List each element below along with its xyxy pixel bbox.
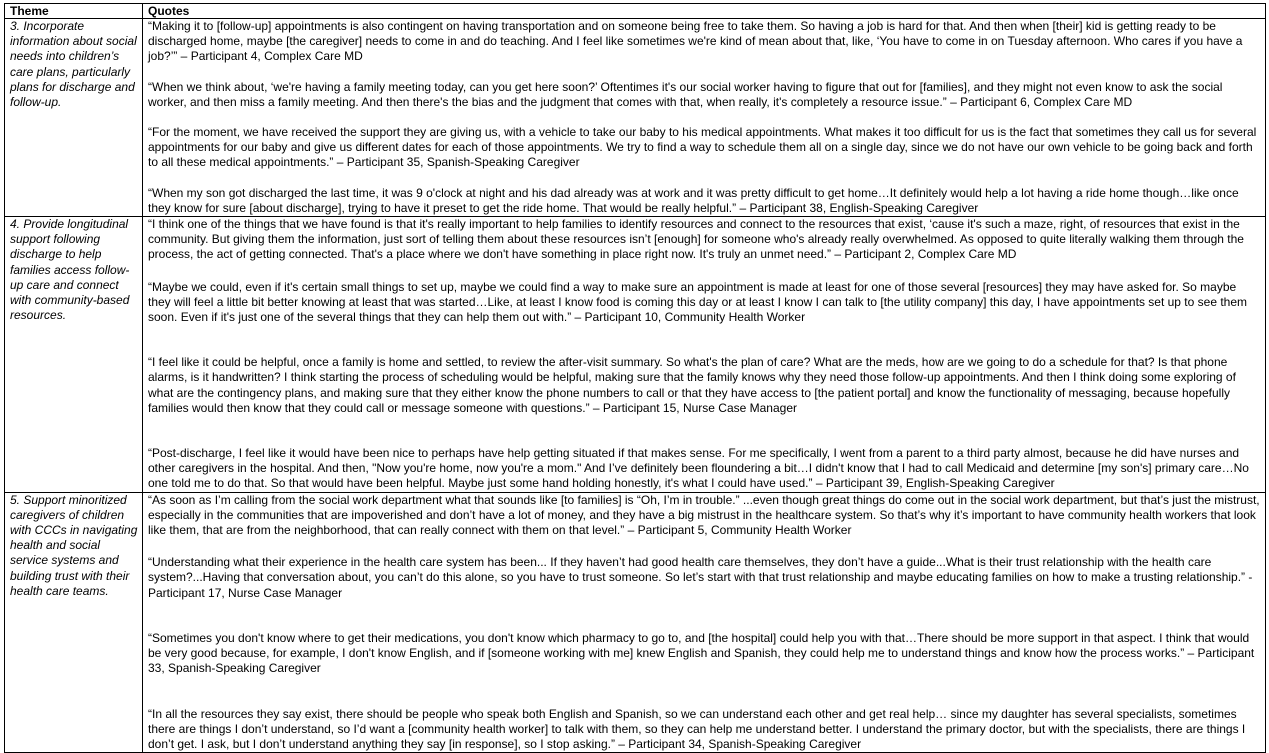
quotes-cell [143, 492, 1266, 752]
theme-cell: 5. Support minoritized caregivers of children with CCCs in navigating health and social service systems and building trust with their health care teams. [5, 492, 143, 752]
quote: “Sometimes you don't know where to get their medications, you don't know which pharmacy to go to, and [the hospital] could help you with that…There should be more support in that aspect. I think that would be very good because, for example, I don't know English, and if [someone working with me] knew English and Spanish, they could help me to understand things and know how the process works.” – Participant 33, Spanish-Speaking Caregiver [148, 630, 1255, 676]
theme-cell: 3. Incorporate information about social needs into children’s care plans, particularly plans for discharge and follow-up. [5, 19, 143, 217]
column-header-quotes: Quotes [143, 4, 1266, 19]
quote: “I feel like it could be helpful, once a family is home and settled, to review the after-visit summary. So what's the plan of care? What are the meds, how are we going to do a schedule for that? Is that phone alarms, is it handwritten? I think starting the process of scheduling would be helpful, making sure that the family knows why they need those follow-up appointments. And then I think doing some exploring of what are the contingency plans, and making sure that they either know the phone numbers to call or that they have access to [the patient portal] and know the functionality of messaging, because hopefully families would then know that they could call or message someone with questions.” – Participant 15, Nurse Case Manager [148, 355, 1236, 415]
quote: “Maybe we could, even if it's certain small things to set up, maybe we could find a way to make sure an appointment is made at least for one of those several [resources] they may have asked for. So maybe they will feel a little bit better knowing at least that was started…Like, at least I know food is coming this day or at least I know I can talk to [the utility company] this day, I have appointments set up to see them soon. Even if it's just one of the several things that they can help them out with.” – Participant 10, Community Health Worker [148, 279, 1248, 325]
quote: “Making it to [follow-up] appointments is also contingent on having transportation and on someone being free to take them. So having a job is hard for that. And then when [their] kid is getting ready to be discharged home, maybe [the caregiver] needs to come in and do teaching. And I feel like sometimes we're kind of mean about that, like, ‘You have to come in on Tuesday afternoon. Who cares if you have a job?’” – Participant 4, Complex Care MD [148, 19, 1243, 64]
table-row [5, 217, 1266, 493]
quote: “For the moment, we have received the support they are giving us, with a vehicle to take our baby to his medical appointments. What makes it too difficult for us is the fact that sometimes they call us for several appointments for our baby and give us different dates for each of those appointments. We try to find a way to schedule them all on a single day, since we do not have our own vehicle to be going back and forth to all these medical appointments.” – Participant 35, Spanish-Speaking Caregiver [148, 125, 1257, 170]
quote: “I think one of the things that we have found is that it's really important to help families to identify resources and connect to the resources that exist, ‘cause it's such a maze, right, of resources that exist in the community. But giving them the information, just sort of telling them about these resources isn’t [enough] for someone who's already really overwhelmed. As opposed to quite literally walking them through the process, the act of getting connected. That's a place where we don't have something in place right now. It's truly an unmet need.” – Participant 2, Complex Care MD [148, 217, 1244, 262]
themes-quotes-table [4, 3, 1266, 753]
quote: “In all the resources they say exist, there should be people who speak both English and Spanish, so we can understand each other and get real help… since my daughter has several specialists, sometimes there are things I don’t understand, so I’d want a [community health worker] to talk with them, so they can help me understand better. I understand the primary doctor, but with the specialists, there are things I don’t get. I ask, but I don’t understand anything they say [in response], so I stop asking.” – Participant 34, Spanish-Speaking Caregiver [148, 706, 1246, 751]
table-row [5, 492, 1266, 752]
quotes-cell [143, 19, 1266, 217]
theme-cell: 4. Provide longitudinal support following discharge to help families access follow-up care and connect with community-based resources. [5, 217, 143, 493]
quote: “Post-discharge, I feel like it would have been nice to perhaps have help getting situated if that makes sense. For me specifically, I went from a parent to a third party almost, because he did have nurses and other caregivers in the hospital. And then, "Now you're home, now you're a mom." And I’ve definitely been floundering a bit…I didn't know that I had to call Medicaid and determine [my son's] primary care…No one told me to do that. So that would have been helpful. Maybe just some hand holding honestly, it's what I could have used.” – Participant 39, English-Speaking Caregiver [148, 446, 1249, 491]
quote: “When my son got discharged the last time, it was 9 o'clock at night and his dad already was at work and it was pretty difficult to get home…It definitely would help a lot having a ride home though…like once they know for sure [about discharge], trying to have it preset to get the ride home. That would be really helpful.” – Participant 38, English-Speaking Caregiver [148, 185, 1239, 215]
column-header-theme: Theme [5, 4, 143, 19]
quotes-cell [143, 217, 1266, 493]
quote: “Understanding what their experience in the health care system has been... If they haven’t had good health care themselves, they don’t have a guide...What is their trust relationship with the health care system?...Having that conversation about, you can’t do this alone, so you have to trust someone. So let’s start with that trust relationship and maybe educating families on how to make a trusting relationship.” - Participant 17, Nurse Case Manager [148, 555, 1253, 600]
table-row [5, 19, 1266, 217]
header-row [5, 4, 1266, 19]
quote: “When we think about, ‘we're having a family meeting today, can you get here soon?’ Oftentimes it's our social worker having to figure that out for [families], and they might not even know to ask the social worker, and then miss a family meeting. And then there's the bias and the judgment that comes with that, when really, it's completely a resource issue.” – Participant 6, Complex Care MD [148, 79, 1223, 109]
quote: “As soon as I’m calling from the social work department what that sounds like [to families] is “Oh, I’m in trouble.” ...even though great things do come out in the social work department, but that’s just the mistrust, especially in the communities that are impoverished and don’t have a lot of money, and they have a big mistrust in the healthcare system. So that’s why it’s important to have community health workers that look like them, that are from the neighborhood, that can really connect with them on that level.” – Participant 5, Community Health Worker [148, 492, 1260, 538]
